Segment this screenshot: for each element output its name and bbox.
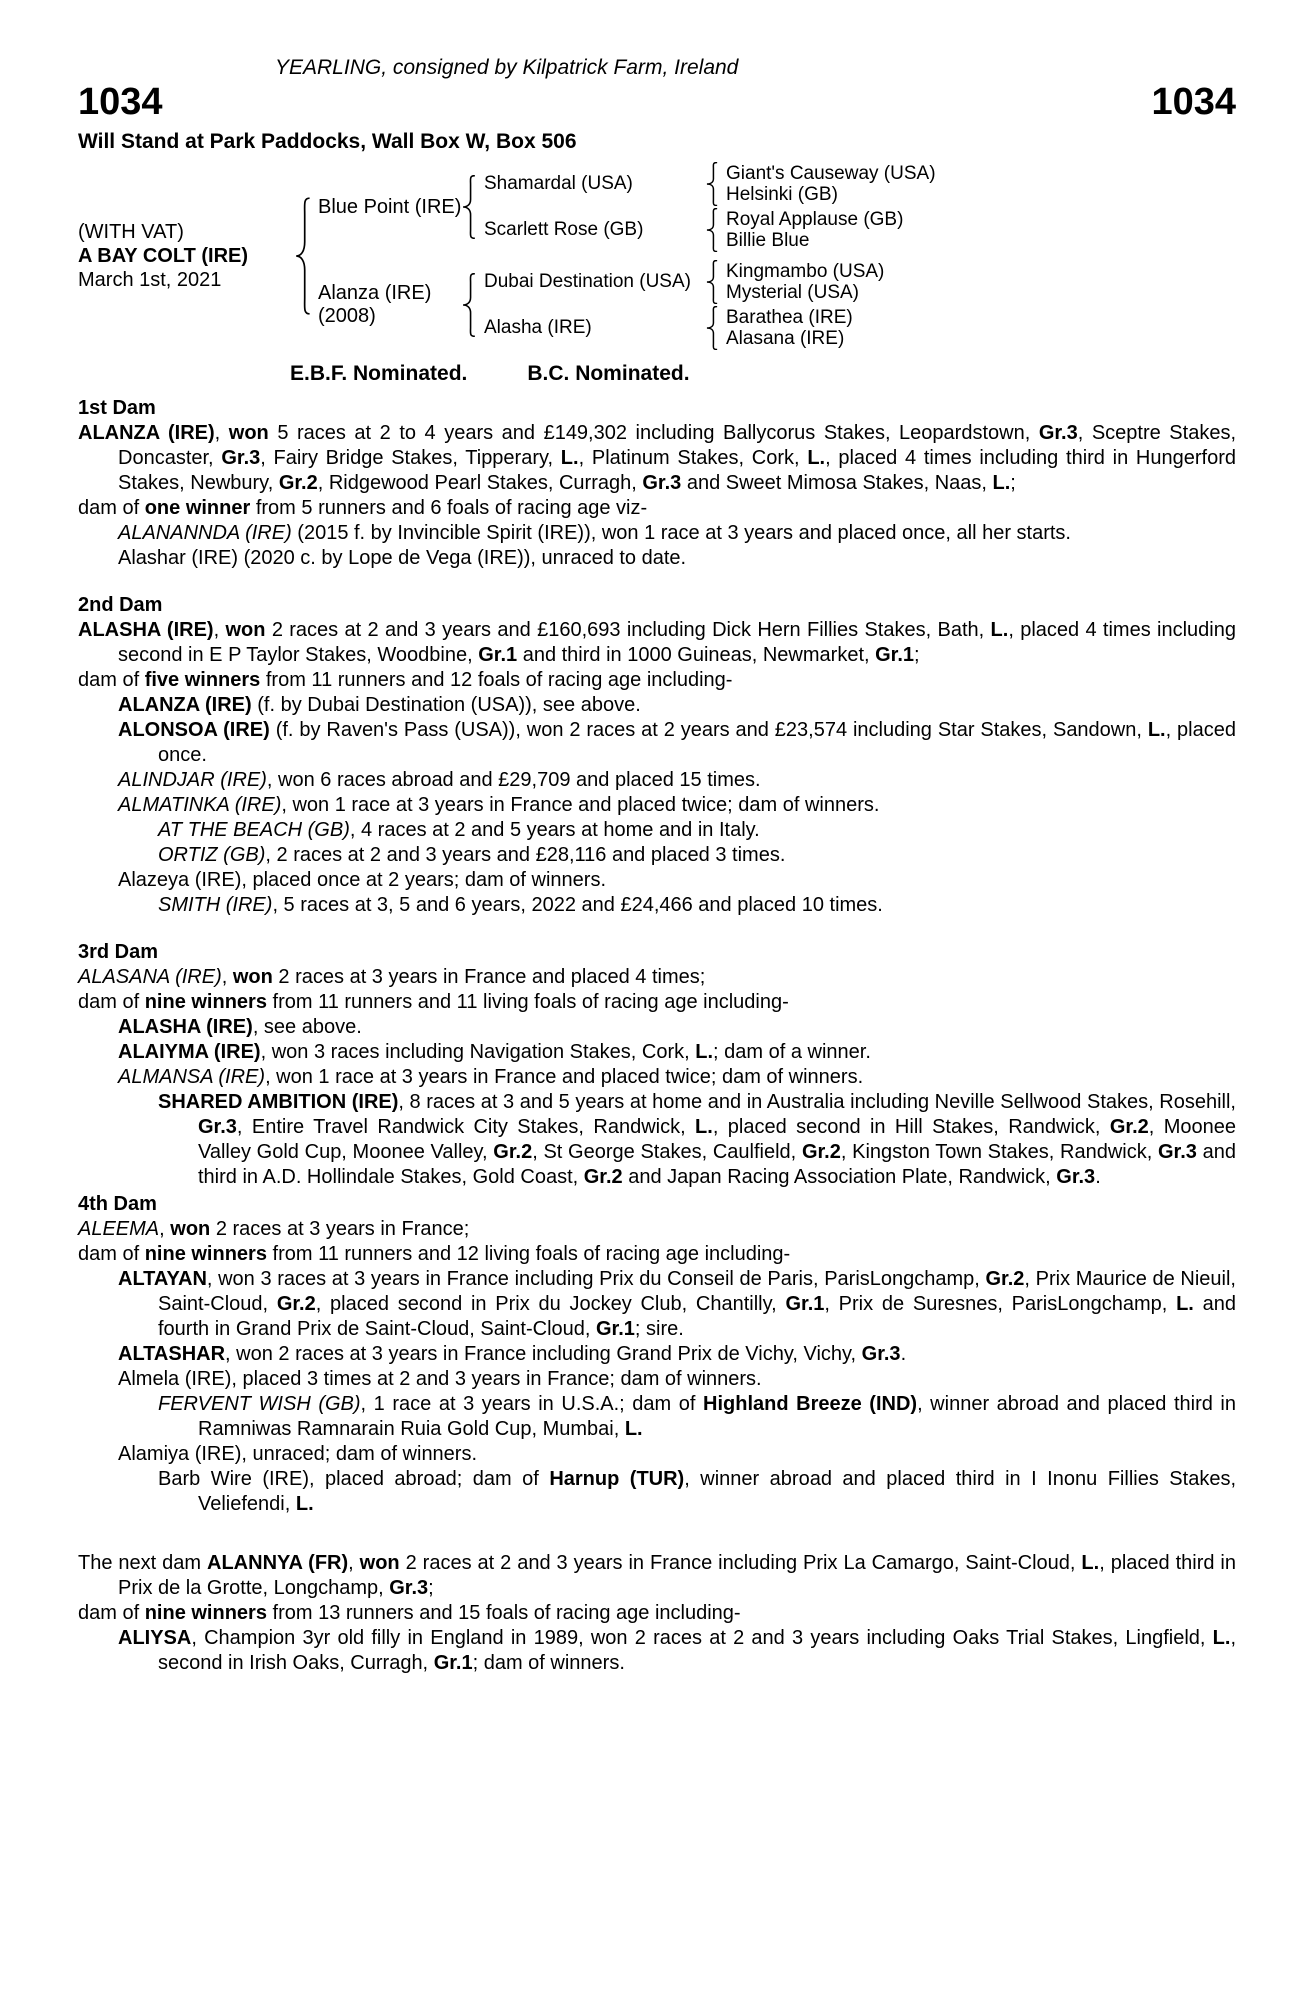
text-segment: dam of bbox=[78, 669, 145, 691]
text-segment: 2 races at 2 and 3 years in France including Prix La Camargo, Saint-Cloud, bbox=[399, 1552, 1082, 1574]
text-segment: (f. by Raven's Pass (USA)), won 2 races at 2 years and £23,574 including Star Stakes, Sandown, bbox=[269, 719, 1148, 741]
pedigree-paragraph bbox=[78, 521, 1236, 546]
brace-icon bbox=[462, 273, 477, 337]
text-segment: L. bbox=[624, 1418, 643, 1440]
text-segment: ; dam of a winner. bbox=[713, 1041, 871, 1063]
stand-location-line: Will Stand at Park Paddocks, Wall Box W, Box 506 bbox=[78, 130, 577, 153]
pedigree-paragraph bbox=[78, 768, 1236, 793]
text-segment: L. bbox=[560, 447, 579, 469]
text-segment: , bbox=[159, 1218, 171, 1240]
text-segment: Gr.2 bbox=[493, 1141, 533, 1163]
text-segment: and Sweet Mimosa Stakes, Naas, bbox=[681, 472, 993, 494]
sire-name: Blue Point (IRE) bbox=[318, 195, 462, 218]
bc-nomination: B.C. Nominated. bbox=[527, 362, 690, 385]
text-segment: ; bbox=[1010, 472, 1016, 494]
pedigree-paragraph bbox=[78, 1015, 1236, 1040]
pedigree-paragraph bbox=[78, 1442, 1236, 1467]
dam-name bbox=[318, 282, 462, 328]
text-segment: and Japan Racing Association Plate, Randwick, bbox=[622, 1166, 1057, 1188]
dam-sections bbox=[78, 396, 1236, 1676]
text-segment: Gr.2 bbox=[1109, 1116, 1149, 1138]
text-segment: from 11 runners and 11 living foals of racing age including- bbox=[266, 991, 789, 1013]
pedigree-paragraph bbox=[78, 893, 1236, 918]
text-segment: nine winners bbox=[144, 1243, 267, 1265]
text-segment: ALIYSA bbox=[118, 1627, 192, 1649]
text-segment: won bbox=[225, 619, 266, 641]
pedigree-paragraph bbox=[78, 693, 1236, 718]
colt-description: A BAY COLT (IRE) bbox=[78, 245, 249, 267]
text-segment: (f. by Dubai Destination (USA)), see above. bbox=[251, 694, 641, 716]
great-granddam-name: Helsinki (GB) bbox=[726, 184, 838, 205]
text-segment: won bbox=[170, 1218, 211, 1240]
text-segment: from 5 runners and 6 foals of racing age viz- bbox=[250, 497, 648, 519]
pedigree-paragraph bbox=[78, 496, 1236, 521]
text-segment: L. bbox=[992, 472, 1011, 494]
pedigree-paragraph bbox=[78, 1040, 1236, 1065]
text-segment: L. bbox=[1176, 1293, 1194, 1315]
lot-row bbox=[78, 82, 1236, 122]
pedigree-paragraph bbox=[78, 1392, 1236, 1442]
text-segment: , 8 races at 3 and 5 years at home and in Australia including Neville Sellwood Stakes, Rosehill, bbox=[398, 1091, 1236, 1113]
text-segment: L. bbox=[695, 1116, 713, 1138]
text-segment: ALONSOA (IRE) bbox=[118, 719, 270, 741]
text-segment: 2 races at 2 and 3 years and £160,693 including Dick Hern Fillies Stakes, Bath, bbox=[265, 619, 991, 641]
text-segment: Harnup (TUR) bbox=[549, 1468, 685, 1490]
dam-section bbox=[78, 1551, 1236, 1676]
text-segment: Gr.2 bbox=[985, 1268, 1025, 1290]
pedigree-generations bbox=[318, 162, 936, 350]
pedigree-table bbox=[78, 162, 1236, 350]
pedigree-paragraph bbox=[78, 1467, 1236, 1517]
dam-branch bbox=[318, 260, 936, 350]
pedigree-paragraph bbox=[78, 843, 1236, 868]
text-segment: Gr.1 bbox=[785, 1293, 825, 1315]
text-segment: , won 1 race at 3 years in France and placed twice; dam of winners. bbox=[281, 794, 880, 816]
text-segment: , Prix de Suresnes, ParisLongchamp, bbox=[824, 1293, 1177, 1315]
section-heading: 2nd Dam bbox=[78, 594, 163, 616]
paternal-grandsire-branch bbox=[484, 162, 936, 206]
text-segment: ALASHA (IRE) bbox=[78, 619, 214, 641]
pedigree-paragraph bbox=[78, 868, 1236, 893]
text-segment: ORTIZ (GB) bbox=[158, 844, 266, 866]
text-segment: SHARED AMBITION (IRE) bbox=[158, 1091, 399, 1113]
text-segment: Gr.3 bbox=[861, 1343, 901, 1365]
text-segment: ALANANNDA (IRE) bbox=[118, 522, 292, 544]
pedigree-paragraph bbox=[78, 1551, 1236, 1601]
text-segment: , bbox=[221, 966, 233, 988]
brace-icon bbox=[462, 175, 477, 239]
pedigree-paragraph bbox=[78, 1242, 1236, 1267]
text-segment: Gr.3 bbox=[642, 472, 682, 494]
maternal-granddam-branch bbox=[484, 306, 884, 350]
pedigree-paragraph bbox=[78, 421, 1236, 496]
lot-number-right: 1034 bbox=[1151, 81, 1236, 123]
pedigree-paragraph bbox=[78, 990, 1236, 1015]
maternal-grandsire-name: Dubai Destination (USA) bbox=[484, 271, 691, 292]
text-segment: ALANZA (IRE) bbox=[78, 422, 215, 444]
text-segment: , 5 races at 3, 5 and 6 years, 2022 and £24,466 and placed 10 times. bbox=[272, 894, 883, 916]
text-segment: and third in A.D. Hollindale Stakes, Gold Coast, bbox=[198, 1141, 1236, 1188]
text-segment: , won 3 races at 3 years in France including Prix du Conseil de Paris, ParisLongchamp, bbox=[206, 1268, 986, 1290]
pedigree-paragraph bbox=[78, 668, 1236, 693]
text-segment: dam of bbox=[78, 991, 145, 1013]
text-segment: ; dam of winners. bbox=[472, 1652, 625, 1674]
text-segment: ALTASHAR bbox=[118, 1343, 226, 1365]
text-segment: Gr.3 bbox=[221, 447, 261, 469]
text-segment: Gr.3 bbox=[198, 1116, 237, 1138]
text-segment: , 1 race at 3 years in U.S.A.; dam of bbox=[360, 1393, 704, 1415]
text-segment: nine winners bbox=[144, 1602, 267, 1624]
text-segment: won bbox=[359, 1552, 400, 1574]
pedigree-paragraph bbox=[78, 718, 1236, 768]
text-segment: , won 6 races abroad and £29,709 and placed 15 times. bbox=[266, 769, 761, 791]
text-segment: Alazeya (IRE), placed once at 2 years; dam of winners. bbox=[118, 869, 607, 891]
vat-line: (WITH VAT) bbox=[78, 221, 184, 243]
great-granddam-name: Alasana (IRE) bbox=[726, 328, 845, 349]
text-segment: , placed once. bbox=[158, 719, 1236, 766]
text-segment: ALAIYMA (IRE) bbox=[118, 1041, 261, 1063]
ebf-nomination: E.B.F. Nominated. bbox=[290, 362, 468, 385]
section-heading: 1st Dam bbox=[78, 397, 156, 419]
text-segment: dam of bbox=[78, 1602, 145, 1624]
dam-section bbox=[78, 1192, 1236, 1517]
text-segment: Gr.1 bbox=[875, 644, 915, 666]
text-segment: won bbox=[228, 422, 269, 444]
text-segment: nine winners bbox=[144, 991, 267, 1013]
pedigree-paragraph bbox=[78, 1217, 1236, 1242]
pedigree-paragraph bbox=[78, 1342, 1236, 1367]
text-segment: , placed second in Hill Stakes, Randwick, bbox=[712, 1116, 1110, 1138]
text-segment: L. bbox=[990, 619, 1009, 641]
text-segment: won bbox=[232, 966, 273, 988]
text-segment: , placed third in Prix de la Grotte, Longchamp, bbox=[118, 1552, 1236, 1599]
pedigree-paragraph bbox=[78, 1090, 1236, 1190]
text-segment: L. bbox=[1081, 1552, 1100, 1574]
text-segment: one winner bbox=[144, 497, 251, 519]
text-segment: , Kingston Town Stakes, Randwick, bbox=[840, 1141, 1158, 1163]
text-segment: dam of bbox=[78, 497, 145, 519]
text-segment: L. bbox=[1212, 1627, 1231, 1649]
text-segment: from 11 runners and 12 foals of racing age including- bbox=[260, 669, 733, 691]
text-segment: , second in Irish Oaks, Curragh, bbox=[158, 1627, 1236, 1674]
text-segment: Gr.3 bbox=[1056, 1166, 1096, 1188]
text-segment: ALASHA (IRE) bbox=[118, 1016, 253, 1038]
great-grandsire-name: Royal Applause (GB) bbox=[726, 209, 904, 230]
text-segment: , placed 4 times including second in E P Taylor Stakes, Woodbine, bbox=[118, 619, 1236, 666]
text-segment: ALASANA (IRE) bbox=[78, 966, 222, 988]
text-segment: , Moonee Valley Gold Cup, Moonee Valley, bbox=[198, 1116, 1236, 1163]
text-segment: L. bbox=[807, 447, 826, 469]
text-segment: Alamiya (IRE), unraced; dam of winners. bbox=[118, 1443, 478, 1465]
text-segment: Barb Wire (IRE), placed abroad; dam of bbox=[158, 1468, 550, 1490]
text-segment: L. bbox=[695, 1041, 714, 1063]
text-segment: L. bbox=[295, 1493, 314, 1515]
text-segment: , Entire Travel Randwick City Stakes, Randwick, bbox=[236, 1116, 696, 1138]
dam-section bbox=[78, 593, 1236, 918]
brace-icon bbox=[706, 260, 719, 304]
text-segment: , won 3 races including Navigation Stakes, Cork, bbox=[260, 1041, 696, 1063]
text-segment: Gr.3 bbox=[389, 1577, 429, 1599]
text-segment: Highland Breeze (IND) bbox=[703, 1393, 918, 1415]
text-segment: Gr.2 bbox=[801, 1141, 841, 1163]
text-segment: 5 races at 2 to 4 years and £149,302 including Ballycorus Stakes, Leopardstown, bbox=[268, 422, 1039, 444]
text-segment: , winner abroad and placed third in I Inonu Fillies Stakes, Veliefendi, bbox=[198, 1468, 1237, 1515]
paternal-granddam-branch bbox=[484, 208, 936, 252]
text-segment: ALANNYA (FR) bbox=[207, 1552, 349, 1574]
pedigree-paragraph bbox=[78, 546, 1236, 571]
text-segment: , Champion 3yr old filly in England in 1989, won 2 races at 2 and 3 years including Oaks Trial Stakes, Lingfield, bbox=[191, 1627, 1213, 1649]
text-segment: 2 races at 3 years in France; bbox=[210, 1218, 470, 1240]
text-segment: , won 1 race at 3 years in France and placed twice; dam of winners. bbox=[265, 1066, 864, 1088]
maternal-grandsire-branch bbox=[484, 260, 884, 304]
text-segment: , bbox=[214, 422, 229, 444]
text-segment: . bbox=[1095, 1166, 1101, 1188]
text-segment: ALTAYAN bbox=[118, 1268, 207, 1290]
text-segment: ; bbox=[914, 644, 920, 666]
text-segment: from 11 runners and 12 living foals of racing age including- bbox=[266, 1243, 791, 1265]
lot-number-left: 1034 bbox=[78, 81, 163, 123]
dam-name-line: Alanza (IRE) bbox=[318, 282, 432, 304]
sire-branch bbox=[318, 162, 936, 252]
great-granddam-name: Mysterial (USA) bbox=[726, 282, 860, 303]
text-segment: , 2 races at 2 and 3 years and £28,116 and placed 3 times. bbox=[265, 844, 786, 866]
text-segment: , Platinum Stakes, Cork, bbox=[578, 447, 808, 469]
text-segment: Gr.2 bbox=[278, 472, 318, 494]
text-segment: , winner abroad and placed third in Ramniwas Ramnarain Ruia Gold Cup, Mumbai, bbox=[198, 1393, 1236, 1440]
text-segment: ALMATINKA (IRE) bbox=[118, 794, 282, 816]
dam-section bbox=[78, 940, 1236, 1190]
text-segment: Gr.1 bbox=[596, 1318, 635, 1340]
text-segment: L. bbox=[1147, 719, 1166, 741]
text-segment: , Ridgewood Pearl Stakes, Curragh, bbox=[317, 472, 643, 494]
text-segment: Gr.2 bbox=[276, 1293, 316, 1315]
pedigree-paragraph bbox=[78, 818, 1236, 843]
text-segment: AT THE BEACH (GB) bbox=[158, 819, 350, 841]
dam-year-line: (2008) bbox=[318, 305, 376, 327]
pedigree-paragraph bbox=[78, 1367, 1236, 1392]
consignor-line: YEARLING, consigned by Kilpatrick Farm, Ireland bbox=[275, 56, 739, 79]
text-segment: (2015 f. by Invincible Spirit (IRE)), won 1 race at 3 years and placed once, all her starts. bbox=[291, 522, 1071, 544]
great-grandsire-name: Barathea (IRE) bbox=[726, 307, 853, 328]
great-grandsire-name: Kingmambo (USA) bbox=[726, 261, 885, 282]
text-segment: Alashar (IRE) (2020 c. by Lope de Vega (IRE)), unraced to date. bbox=[118, 547, 687, 569]
text-segment: , St George Stakes, Caulfield, bbox=[532, 1141, 802, 1163]
text-segment: , bbox=[348, 1552, 360, 1574]
text-segment: SMITH (IRE) bbox=[158, 894, 273, 916]
text-segment: , placed 4 times including third in Hungerford Stakes, Newbury, bbox=[118, 447, 1236, 494]
section-heading: 3rd Dam bbox=[78, 941, 159, 963]
pedigree-paragraph bbox=[78, 1601, 1236, 1626]
text-segment: FERVENT WISH (GB) bbox=[158, 1393, 361, 1415]
text-segment: The next dam bbox=[78, 1552, 208, 1574]
text-segment: Almela (IRE), placed 3 times at 2 and 3 years in France; dam of winners. bbox=[118, 1368, 762, 1390]
text-segment: , Prix Maurice de Nieuil, Saint-Cloud, bbox=[158, 1268, 1236, 1315]
pedigree-paragraph bbox=[78, 1267, 1236, 1342]
colt-info bbox=[78, 220, 295, 292]
text-segment: , won 2 races at 3 years in France including Grand Prix de Vichy, Vichy, bbox=[225, 1343, 862, 1365]
pedigree-paragraph bbox=[78, 618, 1236, 668]
text-segment: . bbox=[900, 1343, 907, 1365]
text-segment: ; sire. bbox=[634, 1318, 684, 1340]
text-segment: ALMANSA (IRE) bbox=[118, 1066, 266, 1088]
text-segment: Gr.3 bbox=[1038, 422, 1078, 444]
pedigree-paragraph bbox=[78, 793, 1236, 818]
pedigree-paragraph bbox=[78, 965, 1236, 990]
text-segment: ; bbox=[428, 1577, 434, 1599]
text-segment: , see above. bbox=[252, 1016, 362, 1038]
great-granddam-name: Billie Blue bbox=[726, 230, 810, 251]
text-segment: ALEEMA bbox=[78, 1218, 160, 1240]
text-segment: Gr.1 bbox=[478, 644, 518, 666]
section-heading: 4th Dam bbox=[78, 1193, 157, 1215]
text-segment: ALINDJAR (IRE) bbox=[118, 769, 267, 791]
text-segment: Gr.3 bbox=[1158, 1141, 1197, 1163]
text-segment: Gr.1 bbox=[433, 1652, 473, 1674]
great-grandsire-name: Giant's Causeway (USA) bbox=[726, 163, 936, 184]
text-segment: , bbox=[213, 619, 226, 641]
brace-icon bbox=[706, 208, 719, 252]
maternal-granddam-name: Alasha (IRE) bbox=[484, 317, 592, 338]
text-segment: Gr.2 bbox=[583, 1166, 623, 1188]
text-segment: , Fairy Bridge Stakes, Tipperary, bbox=[260, 447, 561, 469]
text-segment: ALANZA (IRE) bbox=[118, 694, 252, 716]
paternal-granddam-name: Scarlett Rose (GB) bbox=[484, 219, 644, 240]
nominations-line bbox=[78, 362, 1236, 386]
paternal-grandsire-name: Shamardal (USA) bbox=[484, 173, 633, 194]
pedigree-paragraph bbox=[78, 1065, 1236, 1090]
pedigree-paragraph bbox=[78, 1626, 1236, 1676]
text-segment: from 13 runners and 15 foals of racing age including- bbox=[266, 1602, 741, 1624]
text-segment: dam of bbox=[78, 1243, 145, 1265]
text-segment: five winners bbox=[144, 669, 261, 691]
foal-date: March 1st, 2021 bbox=[78, 269, 222, 291]
text-segment: , Sceptre Stakes, Doncaster, bbox=[118, 422, 1236, 469]
text-segment: and third in 1000 Guineas, Newmarket, bbox=[517, 644, 876, 666]
text-segment: 2 races at 3 years in France and placed 4 times; bbox=[272, 966, 706, 988]
text-segment: and fourth in Grand Prix de Saint-Cloud, Saint-Cloud, bbox=[158, 1293, 1236, 1340]
brace-icon bbox=[295, 197, 312, 315]
brace-icon bbox=[706, 306, 719, 350]
brace-icon bbox=[706, 162, 719, 206]
text-segment: , placed second in Prix du Jockey Club, Chantilly, bbox=[315, 1293, 786, 1315]
text-segment: , 4 races at 2 and 5 years at home and in Italy. bbox=[349, 819, 760, 841]
dam-section bbox=[78, 396, 1236, 571]
